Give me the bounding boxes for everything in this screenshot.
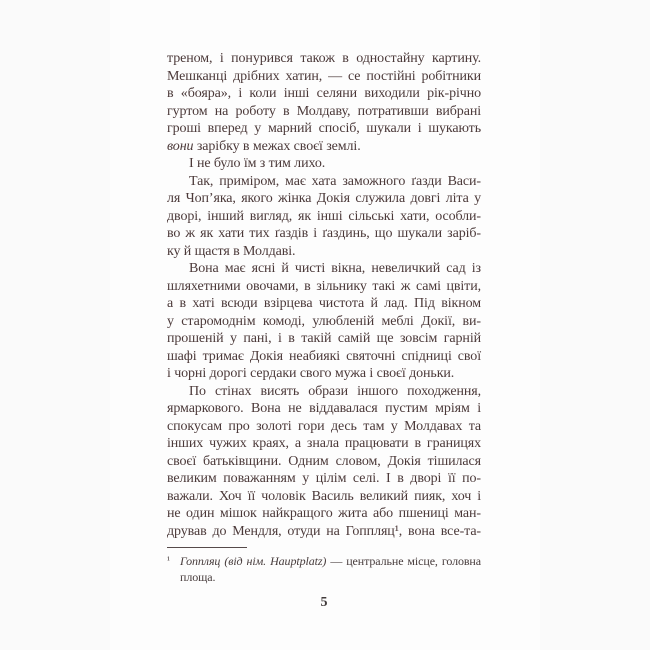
- text-line: важали. Хоч її чоловік Василь великий пияк, хоч і: [167, 488, 481, 504]
- text-line: І не було їм з тим лихо.: [189, 156, 326, 171]
- text-line: во ж як хати тих ґаздів і ґаздинь, що шукали заріб-: [167, 226, 481, 241]
- paragraph: [167, 155, 481, 173]
- text-line: дворі, інший вигляд, як інші сільські хати, особли-: [167, 208, 481, 224]
- text-line: ку й щастя в Молдаві.: [167, 243, 296, 259]
- text-line: не один мішок найкращого жита або пшениці ман-: [167, 506, 481, 521]
- paragraph: [167, 50, 481, 155]
- text-line: ля Чоп’яка, якого жінка Докія служила довгі літа у: [167, 191, 481, 206]
- page-number: 5: [320, 595, 328, 610]
- text-line: гроші вперед у марний спосіб, шукали і шукають: [167, 121, 481, 136]
- text-line: у старомоднім комоді, улюбленій меблі Докії, ви-: [167, 313, 481, 329]
- text-line: а в хаті всюди взірцева чистота й лад. Під вікном: [167, 296, 481, 311]
- text-line: своєї батьківщини. Одним словом, Докія тішилася: [167, 453, 481, 469]
- text-line: вони зарібку в межах своєї землі.: [167, 138, 361, 154]
- text-line: і чорні дорогі сердаки свого мужа і своєї доньки.: [167, 366, 455, 381]
- page-edge-left: [0, 0, 110, 650]
- text-line: великим поважанням у цілім селі. І в дворі її по-: [167, 471, 481, 486]
- text-line: в «бояра», і коли інші селяни виходили рік-річно: [167, 86, 481, 101]
- text-line: По стінах висять образи іншого походження,: [189, 383, 481, 399]
- paragraph: [167, 173, 481, 261]
- text-line: інших чужих краях, а знала працювати в границях: [167, 436, 481, 451]
- paragraph: [167, 260, 481, 383]
- footnote-marker: ¹: [167, 555, 170, 566]
- text-line: шляхетними овочами, в зільнику такі ж самі цвіти,: [167, 278, 481, 294]
- text-line: прошеній у пані, і в такій самій ще зовсім гарній: [167, 331, 481, 346]
- footnote: [167, 553, 481, 585]
- footnote-line: площа.: [180, 570, 216, 584]
- paragraph: [167, 383, 481, 541]
- text-line: дрував до Мендля, отуди на Гоппляц¹, вона все-та-: [167, 523, 481, 539]
- text-line: Мешканці дрібних хатин, — се постійні робітники: [167, 68, 481, 84]
- text-line: ярмаркового. Вона не віддавалася пустим мріям і: [167, 401, 481, 416]
- text-line: Так, приміром, має хата заможного ґазди Васи-: [189, 173, 481, 189]
- body-text: [167, 50, 481, 540]
- text-line: гуртом на роботу в Молдаву, потративши вибрані: [167, 103, 481, 119]
- text-line: спокусам про золоті гори десь там у Молдавах та: [167, 418, 481, 434]
- text-line: треном, і понурився також в одностайну картину.: [167, 51, 481, 66]
- text-line: шафі тримає Докія неабиякі святочні спідниці свої: [167, 348, 481, 364]
- footnote-line: ¹ Гоппляц (від нім. Hauptplatz) — центральне місце, головна: [167, 554, 481, 568]
- footnote-rule: [167, 547, 247, 548]
- text-line: Вона має ясні й чисті вікна, невеличкий сад із: [189, 261, 481, 276]
- page-edge-right: [540, 0, 650, 650]
